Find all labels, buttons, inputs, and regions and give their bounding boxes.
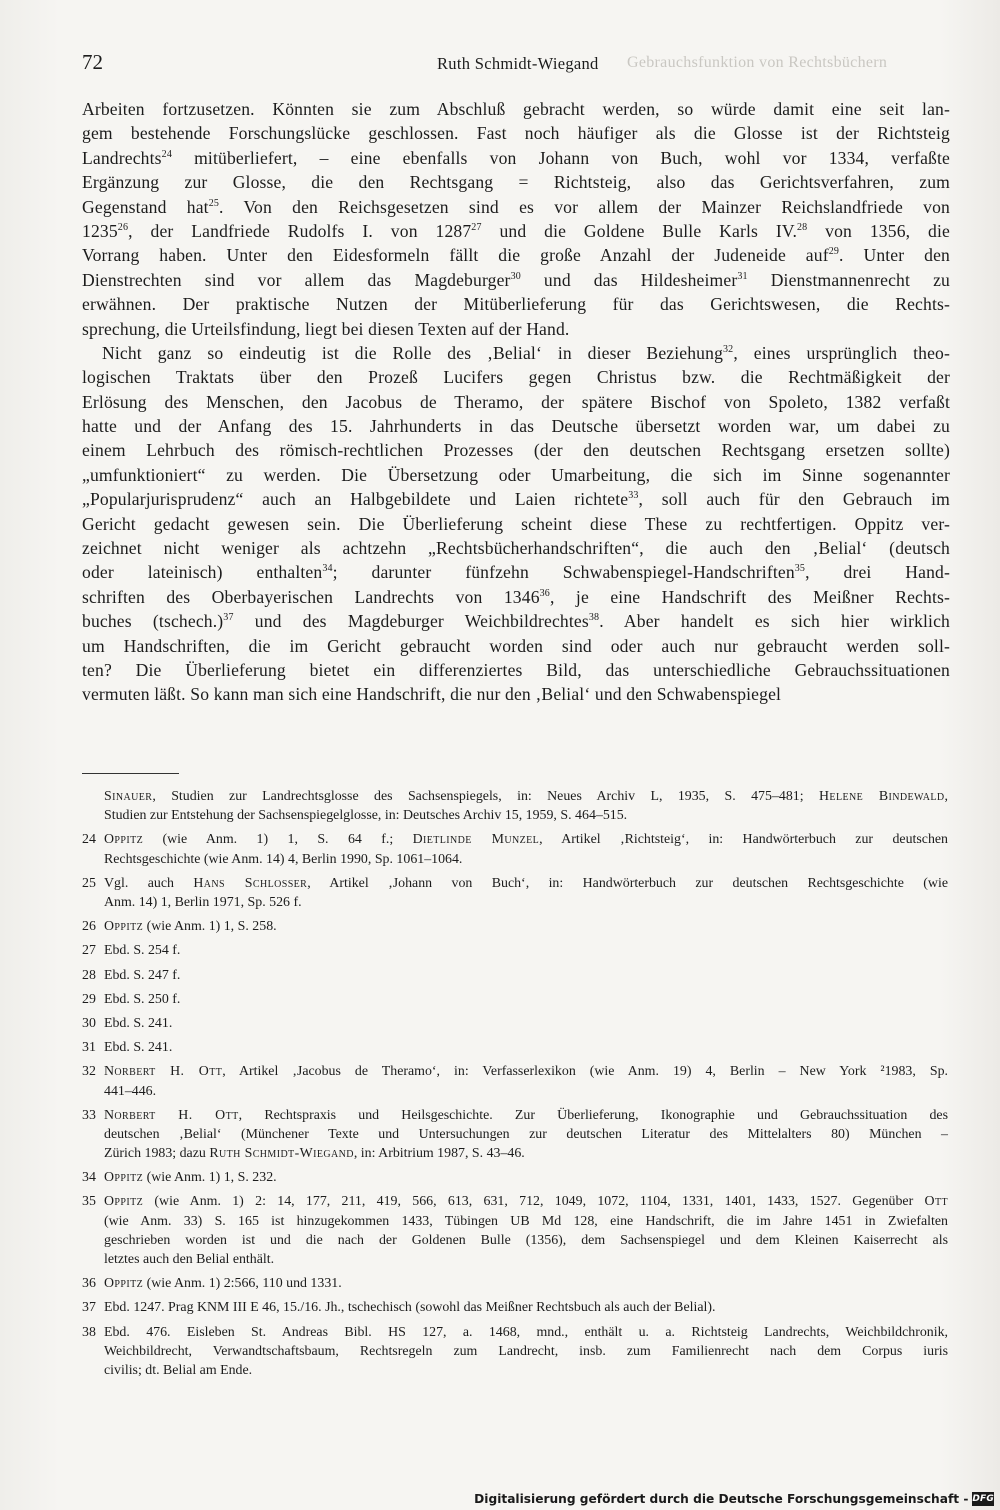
footnote-number: 29 xyxy=(82,991,96,1007)
footnote-number: 32 xyxy=(82,1064,96,1080)
text-line xyxy=(82,195,950,219)
text-line xyxy=(82,341,950,365)
footnote-line xyxy=(104,787,948,806)
text-run: gem bestehende Forschungslücke geschlossen. Fast noch häufiger als die Glosse ist der Richtsteig xyxy=(82,123,950,144)
footnote-line xyxy=(104,1014,948,1033)
footnote-text xyxy=(104,1298,948,1317)
text-line xyxy=(82,682,950,706)
footnote-reference: 27 xyxy=(471,221,482,233)
text-line xyxy=(82,634,950,658)
footnote-line xyxy=(104,874,948,893)
text-run: erwähnen. Der praktische Nutzen der Mitüberlieferung für das Gerichtswesen, die Rechts- xyxy=(82,294,950,315)
text-run: um Handschriften, die im Gericht gebraucht worden sind oder auch nur gebraucht werden soll- xyxy=(82,635,950,656)
footnote-number: 36 xyxy=(82,1276,96,1292)
footnote xyxy=(82,1168,948,1187)
footnote-number: 24 xyxy=(82,832,96,848)
text-line xyxy=(82,536,950,560)
text-run: „Popularjurisprudenz“ auch an Halbgebildete und Laien richtete xyxy=(82,489,629,510)
footnote-line xyxy=(104,1274,948,1293)
footnote xyxy=(82,830,948,868)
footnote-text xyxy=(104,874,948,912)
footnote-reference: 34 xyxy=(322,563,333,575)
footnote-text xyxy=(104,1014,948,1033)
main-text xyxy=(82,97,950,707)
footnote-number: 37 xyxy=(82,1300,96,1316)
footnote-reference: 28 xyxy=(797,221,808,233)
footnote-line xyxy=(104,1106,948,1125)
footnote-line xyxy=(104,1298,948,1317)
footnote xyxy=(82,1062,948,1100)
footnote-line xyxy=(104,830,948,849)
footnote-reference: 36 xyxy=(539,587,550,599)
footnote-text xyxy=(104,1274,948,1293)
text-run: Vorrang haben. Unter den Eidesformeln fällt die große Anzahl der Judeneide auf xyxy=(82,245,829,266)
text-run: Ebd. S. 247 f. xyxy=(104,967,181,983)
text-run: Ebd. S. 250 f. xyxy=(104,991,181,1007)
text-line xyxy=(82,609,950,633)
text-run: , je eine Handschrift des Meißner Rechts- xyxy=(549,586,950,607)
text-run: Nicht ganz so eindeutig ist die Rolle des ‚Belial‘ in dieser Beziehung xyxy=(102,342,724,363)
text-run: (wie Anm. 1) 2: 14, 177, 211, 419, 566, 613, 631, 712, 1049, 1072, 1104, 1331, 1401, 1433, 1527. Gegenüber xyxy=(143,1194,925,1210)
text-run: Landrechts xyxy=(82,147,162,168)
footnote-reference: 38 xyxy=(588,612,600,624)
footnote-number: 31 xyxy=(82,1040,96,1056)
text-line xyxy=(82,268,950,292)
footnote-reference: 25 xyxy=(208,197,220,209)
footnote-number: 33 xyxy=(82,1107,96,1123)
text-line xyxy=(82,438,950,462)
text-run: Ebd. S. 241. xyxy=(104,1040,173,1056)
text-run: Gegenstand hat xyxy=(82,196,209,217)
text-run: Ebd. 476. Eisleben St. Andreas Bibl. HS 127, a. 1468, mnd., enthält u. a. Richtsteig Landrechts, Weichbildchronik, xyxy=(104,1324,948,1340)
text-run: , Artikel ‚Richtsteig‘, in: Handwörterbuch zur deutschen xyxy=(539,832,949,848)
footnote-line xyxy=(104,1361,948,1380)
text-run: , Studien zur Landrechtsglosse des Sachsenspiegels, in: Neues Archiv L, 1935, S. 475–481; xyxy=(152,789,819,804)
dfg-logo-icon: DFG xyxy=(972,1493,994,1504)
text-run: ; darunter fünfzehn Schwabenspiegel-Handschriften xyxy=(332,562,795,583)
footnote-line xyxy=(104,850,948,869)
footnote-number: 38 xyxy=(82,1324,96,1340)
text-run: 441–446. xyxy=(104,1083,157,1099)
text-run: , drei Hand- xyxy=(805,562,951,583)
text-run: und die Goldene Bulle Karls IV. xyxy=(481,220,797,241)
footnote-text xyxy=(104,830,948,868)
footnote-reference: 24 xyxy=(161,148,172,160)
text-run: zeichnet nicht weniger als achtzehn „Rechtsbücherhandschriften“, die auch den ‚Belial‘ (deutsch xyxy=(82,538,950,559)
footnote-text xyxy=(104,941,948,960)
footnote-line xyxy=(104,917,948,936)
footnote xyxy=(82,1014,948,1033)
author-name: Ruth Schmidt-Wiegand xyxy=(209,1146,354,1162)
text-run: von 1356, die xyxy=(807,220,950,241)
text-line xyxy=(82,170,950,194)
text-run: . Aber handelt es sich hier wirklich xyxy=(599,611,951,632)
text-run: , xyxy=(944,789,949,804)
text-run: , Rechtspraxis und Heilsgeschichte. Zur Überlieferung, Ikonographie und Gebrauchssituation des xyxy=(238,1107,948,1123)
text-run: Vgl. auch xyxy=(104,875,194,891)
footnote-reference: 29 xyxy=(828,246,840,258)
text-run: „umfunktioniert“ zu werden. Die Übersetzung oder Umarbeitung, die sich im Sinne sogenannter xyxy=(82,464,950,485)
footnote xyxy=(82,990,948,1009)
text-run: (wie Anm. 1) 2:566, 110 und 1331. xyxy=(143,1276,342,1292)
text-run: Studien zur Entstehung der Sachsenspiegelglosse, in: Deutsches Archiv 15, 1959, S. 464–515. xyxy=(104,808,628,824)
author-name: Norbert H. Ott xyxy=(104,1107,239,1123)
footnote-number: 25 xyxy=(82,875,96,891)
running-head: Ruth Schmidt-Wiegand xyxy=(437,54,599,73)
footnote-number: 35 xyxy=(82,1194,96,1210)
footnote-number: 30 xyxy=(82,1015,96,1031)
text-run: , Artikel ‚Johann von Buch‘, in: Handwörterbuch zur deutschen Rechtsgeschichte (wie xyxy=(307,875,948,891)
footnote xyxy=(82,941,948,960)
author-name: Oppitz xyxy=(104,1276,144,1292)
footnote-line xyxy=(104,1231,948,1250)
text-line xyxy=(82,121,950,145)
footnote-line xyxy=(104,1082,948,1101)
footnote-separator xyxy=(82,773,179,774)
text-line xyxy=(82,365,950,389)
text-run: (wie Anm. 1) 1, S. 64 f.; xyxy=(143,832,413,848)
text-line xyxy=(82,512,950,536)
footnote-line xyxy=(104,1342,948,1361)
text-run: Arbeiten fortzusetzen. Könnten sie zum Abschluß gebracht werden, so würde damit eine seit lan- xyxy=(82,99,950,119)
author-name: Sinauer xyxy=(104,789,153,804)
text-line xyxy=(82,585,950,609)
footnote-reference: 32 xyxy=(723,343,734,355)
footnote xyxy=(82,1038,948,1057)
text-line xyxy=(82,97,950,121)
footnote-number: 28 xyxy=(82,967,96,983)
text-run: vermuten läßt. So kann man sich eine Handschrift, die nur den ‚Belial‘ und den Schwabenspiegel xyxy=(82,684,782,705)
text-run: . Von den Reichsgesetzen sind es vor allem der Mainzer Reichslandfriede von xyxy=(219,196,950,217)
text-run: (wie Anm. 1) 1, S. 232. xyxy=(143,1170,277,1186)
footnote-line xyxy=(104,806,948,825)
footnote-line xyxy=(104,1062,948,1081)
bleed-through-text: Gebrauchsfunktion von Rechtsbüchern xyxy=(627,54,888,71)
text-run: , Artikel ‚Jacobus de Theramo‘, in: Verfasserlexikon (wie Anm. 19) 4, Berlin – New York ²1983, Sp. xyxy=(222,1064,948,1080)
footnote-text xyxy=(104,917,948,936)
footnote-text xyxy=(104,1062,948,1100)
author-name: Norbert H. Ott xyxy=(104,1064,223,1080)
text-run: und des Magdeburger Weichbildrechtes xyxy=(233,611,589,632)
footnote-text xyxy=(104,1106,948,1164)
text-run: logischen Traktats über den Prozeß Lucifers gegen Christus bzw. die Rechtmäßigkeit der xyxy=(82,367,950,388)
footnote-text xyxy=(104,990,948,1009)
text-run: Dienstrechten sind vor allem das Magdeburger xyxy=(82,269,511,290)
footnote-reference: 30 xyxy=(510,270,521,282)
text-run: , soll auch für den Gebrauch im xyxy=(638,489,950,510)
text-run: einem Lehrbuch des römisch-rechtlichen Prozesses (der den deutschen Rechtsgang ersetzen sollte) xyxy=(82,440,950,461)
text-run: oder lateinisch) enthalten xyxy=(82,562,323,583)
footnote-line xyxy=(104,1250,948,1269)
footnote-line xyxy=(104,1192,948,1211)
footnote xyxy=(82,1323,948,1381)
footnote-line xyxy=(104,990,948,1009)
page-header xyxy=(82,50,950,80)
text-line xyxy=(82,146,950,170)
footnote-reference: 35 xyxy=(794,563,806,575)
text-line xyxy=(82,414,950,438)
author-name: Oppitz xyxy=(104,1170,144,1186)
author-name: Helene Bindewald xyxy=(819,789,945,804)
text-run: 1235 xyxy=(82,220,118,241)
footnote xyxy=(82,966,948,985)
author-name: Dietlinde Munzel xyxy=(412,832,540,848)
footnote xyxy=(82,917,948,936)
footnote-number: 26 xyxy=(82,919,96,935)
author-name: Oppitz xyxy=(104,919,144,935)
footnote-text xyxy=(104,1192,948,1269)
text-run: , eines ursprünglich theo- xyxy=(733,342,950,363)
text-line xyxy=(82,390,950,414)
text-run: und das Hildesheimer xyxy=(520,269,738,290)
footnote-reference: 33 xyxy=(628,490,639,502)
text-run: schriften des Oberbayerischen Landrechts von 1346 xyxy=(82,586,540,607)
footnote-reference: 31 xyxy=(737,270,748,282)
text-line xyxy=(82,292,950,316)
footnote-text xyxy=(104,1038,948,1057)
text-line xyxy=(82,463,950,487)
footnote-line xyxy=(104,893,948,912)
footnote-number: 27 xyxy=(82,943,96,959)
text-run: Ebd. 1247. Prag KNM III E 46, 15./16. Jh., tschechisch (sowohl das Meißner Rechtsbuch als auch der Belial). xyxy=(104,1300,716,1316)
text-line xyxy=(82,658,950,682)
author-name: Oppitz xyxy=(104,832,144,848)
footer-credit: Digitalisierung gefördert durch die Deutsche Forschungsgemeinschaft - xyxy=(474,1491,969,1506)
text-run: civilis; dt. Belial am Ende. xyxy=(104,1363,253,1379)
footnote-line xyxy=(104,941,948,960)
footnote-line xyxy=(104,1212,948,1231)
text-line xyxy=(82,487,950,511)
text-run: Rechtsgeschichte (wie Anm. 14) 4, Berlin 1990, Sp. 1061–1064. xyxy=(104,851,463,867)
text-line xyxy=(82,243,950,267)
text-line xyxy=(82,560,950,584)
footnote-line xyxy=(104,1125,948,1144)
text-run: , der Landfriede Rudolfs I. von 1287 xyxy=(128,220,472,241)
text-run: sprechung, die Urteilsfindung, liegt bei diesen Texten auf der Hand. xyxy=(82,318,570,339)
text-line xyxy=(82,219,950,243)
text-run: ten? Die Überlieferung bietet ein differenziertes Bild, das unterschiedliche Gebrauchssituationen xyxy=(82,659,950,680)
text-run: (wie Anm. 33) S. 165 ist hinzugekommen 1433, Tübingen UB Md 128, eine Handschrift, die im Jahre 1451 in Zwiefalten xyxy=(104,1213,948,1229)
footnote-text xyxy=(104,1168,948,1187)
text-run: letztes auch den Belial enthält. xyxy=(104,1252,275,1268)
text-run: geschrieben worden ist und die nach der Goldenen Bulle (1356), dem Sachsenspiegel und dem Kleinen Kaiserrecht als xyxy=(104,1232,948,1248)
footnote-text xyxy=(104,966,948,985)
text-line xyxy=(82,317,950,341)
author-name: Hans Schlosser xyxy=(193,875,308,891)
text-run: Ebd. S. 254 f. xyxy=(104,943,181,959)
page-number: 72 xyxy=(82,50,103,74)
footnote xyxy=(82,874,948,912)
footnote-text xyxy=(104,787,948,825)
footnotes xyxy=(82,787,948,1385)
footnote-line xyxy=(104,1144,948,1163)
text-run: Anm. 14) 1, Berlin 1971, Sp. 526 f. xyxy=(104,894,302,910)
text-run: Gericht gedacht gewesen sein. Die Überlieferung scheint diese These zu rechtfertigen. Oppitz ver- xyxy=(82,513,950,534)
author-name: Oppitz xyxy=(104,1194,144,1210)
text-run: Ergänzung zur Glosse, die den Rechtsgang = Richtsteig, also das Gerichtsverfahren, zum xyxy=(82,172,950,193)
digitization-footer xyxy=(474,1487,1000,1510)
text-run: buches (tschech.) xyxy=(82,611,224,632)
text-run: Zürich 1983; dazu xyxy=(104,1146,210,1162)
text-run: . Unter den xyxy=(839,245,950,266)
footnote-line xyxy=(104,1323,948,1342)
footnote-line xyxy=(104,1168,948,1187)
text-run: Erlösung des Menschen, den Jacobus de Theramo, der spätere Bischof von Spoleto, 1382 verfaßt xyxy=(82,391,950,412)
text-run: Weichbildrecht, Verwandtschaftsbaum, Rechtsregeln zum Landrecht, insb. zum Familienrecht nach dem Corpus iuris xyxy=(104,1343,948,1359)
text-run: hatte und der Anfang des 15. Jahrhunderts in das Deutsche übersetzt worden war, um dabei zu xyxy=(82,416,950,437)
footnote xyxy=(82,1274,948,1293)
author-name: Ott xyxy=(924,1194,948,1210)
footnote-reference: 37 xyxy=(223,612,234,624)
footnote-line xyxy=(104,966,948,985)
footnote-number: 34 xyxy=(82,1170,96,1186)
text-run: Ebd. S. 241. xyxy=(104,1015,173,1031)
footnote xyxy=(82,1298,948,1317)
text-run: deutschen ‚Belial‘ (Münchener Texte und Untersuchungen zur deutschen Literatur des Mittelalters 80) München – xyxy=(104,1126,948,1142)
footnote-number xyxy=(82,787,104,825)
footnote-reference: 26 xyxy=(117,221,129,233)
text-run: , in: Arbitrium 1987, S. 43–46. xyxy=(353,1146,525,1162)
footnote xyxy=(82,1192,948,1269)
text-run: Dienstmannenrecht zu xyxy=(747,269,950,290)
text-run: mitüberliefert, – eine ebenfalls von Johann von Buch, wohl vor 1334, verfaßte xyxy=(171,147,950,168)
footnote xyxy=(82,787,948,825)
text-run: (wie Anm. 1) 1, S. 258. xyxy=(143,919,277,935)
footnote xyxy=(82,1106,948,1164)
footnote-line xyxy=(104,1038,948,1057)
footnote-text xyxy=(104,1323,948,1381)
